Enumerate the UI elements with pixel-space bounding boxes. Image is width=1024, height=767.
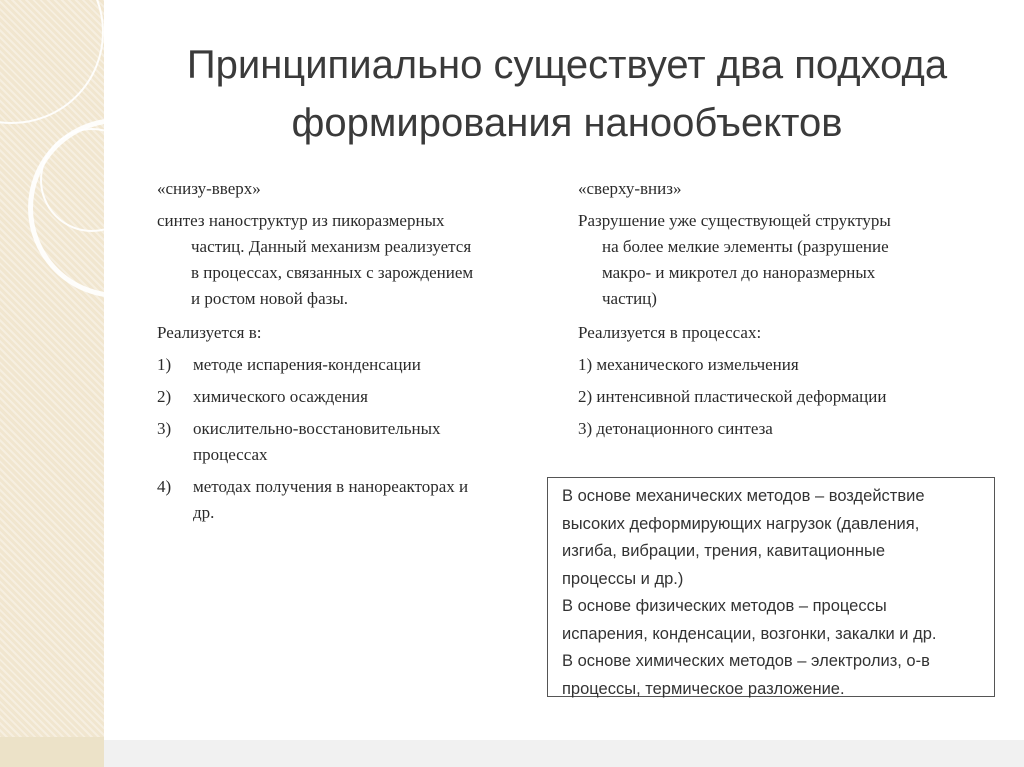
decorative-side-strip <box>0 0 104 767</box>
title-line-1: Принципиально существует два подхода <box>186 43 948 87</box>
desc-line: частиц. Данный механизм реализуется <box>191 237 472 256</box>
list-item-text: окислительно-восстановительных процессах <box>193 419 441 464</box>
bottom-up-realized-label: Реализуется в: <box>157 323 262 342</box>
info-line: изгиба, вибрации, трения, кавитационные <box>562 542 886 560</box>
info-line: высоких деформирующих нагрузок (давления, <box>562 514 920 533</box>
list-item <box>157 384 547 410</box>
info-line: процессы, термическое разложение. <box>562 679 845 698</box>
list-item: 2) интенсивной пластической деформации <box>578 387 887 406</box>
info-line: В основе механических методов – воздействие <box>562 487 925 505</box>
desc-line: на более мелкие элементы (разрушение <box>602 237 889 256</box>
list-item: 3) детонационного синтеза <box>578 419 773 438</box>
list-item-number: 4) <box>157 477 172 496</box>
bottom-up-column <box>157 176 547 532</box>
list-item-text: методе испарения-конденсации <box>193 355 421 374</box>
list-item <box>157 416 547 468</box>
list-item-number: 1) <box>157 355 172 374</box>
desc-line: частиц) <box>602 289 657 308</box>
slide-footer-band <box>104 740 1024 767</box>
list-item <box>157 352 547 378</box>
top-down-column <box>578 176 978 448</box>
title-line-2: формирования нанообъектов <box>291 101 843 145</box>
desc-line: синтез наноструктур из пикоразмерных <box>157 211 445 230</box>
methods-info-box <box>547 477 995 697</box>
top-down-realized-label: Реализуется в процессах: <box>578 323 762 342</box>
top-down-heading: «сверху-вниз» <box>578 179 682 198</box>
list-item-text: методах получения в нанореакторах и др. <box>193 477 469 522</box>
desc-line: Разрушение уже существующей структуры <box>578 211 891 230</box>
info-line: В основе физических методов – процессы <box>562 597 887 615</box>
desc-line: в процессах, связанных с зарождением <box>191 263 474 282</box>
list-item: 1) механического измельчения <box>578 355 799 374</box>
desc-line: и ростом новой фазы. <box>191 289 349 308</box>
list-item-number: 3) <box>157 419 172 438</box>
list-item <box>157 474 547 526</box>
info-line: В основе химических методов – электролиз, о-в <box>562 652 930 670</box>
info-line: процессы и др.) <box>562 569 684 588</box>
bottom-up-description <box>157 208 547 312</box>
decorative-band <box>0 737 104 767</box>
slide-title <box>152 36 982 152</box>
desc-line: макро- и микротел до наноразмерных <box>602 263 876 282</box>
list-item-text: химического осаждения <box>193 387 368 406</box>
decorative-ring <box>0 0 104 124</box>
bottom-up-heading: «снизу-вверх» <box>157 179 261 198</box>
list-item-number: 2) <box>157 387 172 406</box>
info-line: испарения, конденсации, возгонки, закалки и др. <box>562 624 937 643</box>
top-down-description <box>578 208 978 312</box>
